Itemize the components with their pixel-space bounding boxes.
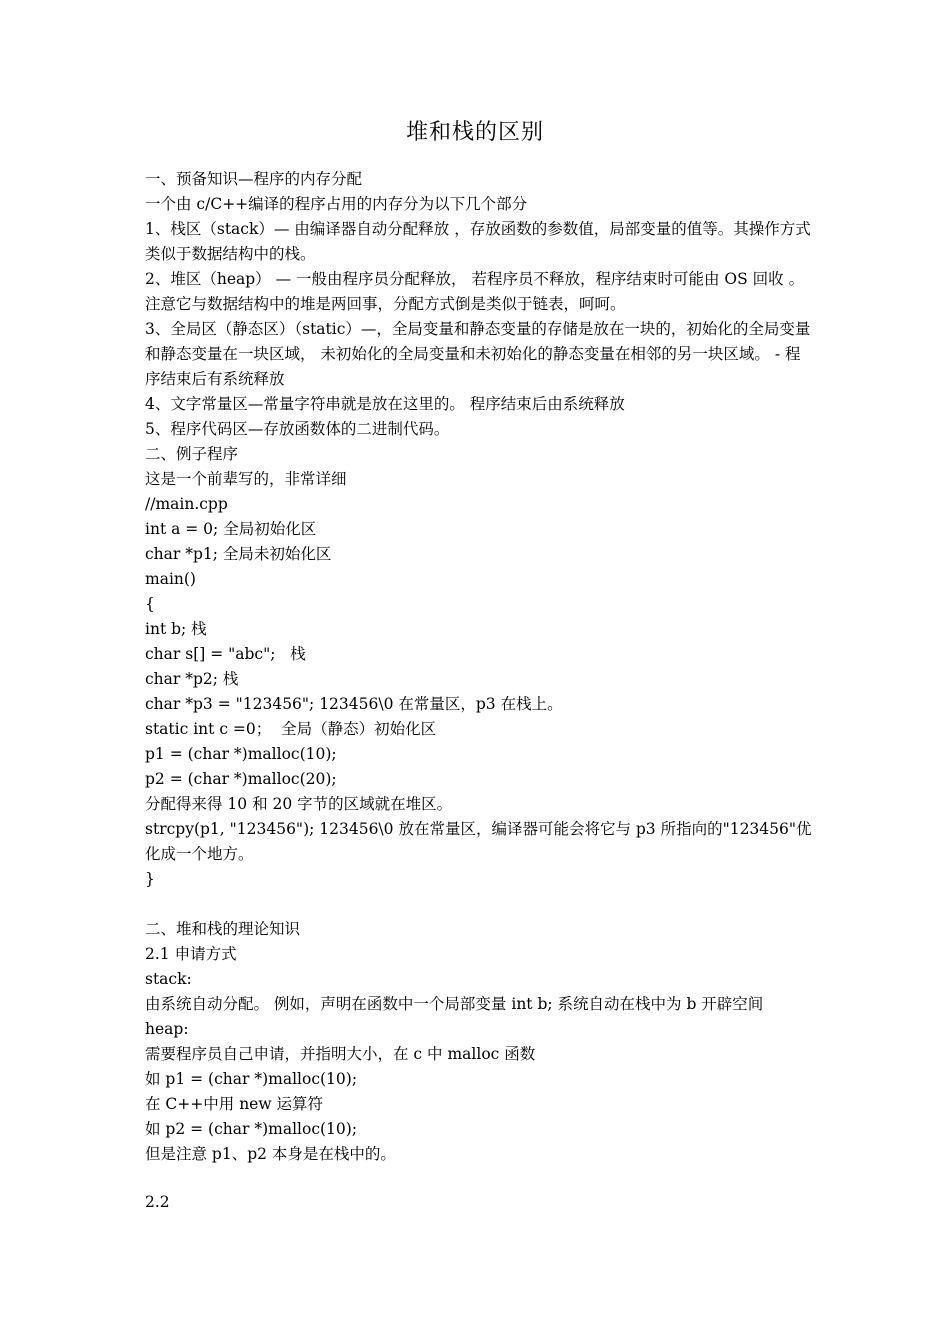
section-heading: 二、堆和栈的理论知识: [145, 920, 301, 938]
paragraph: 但是注意 p1、p2 本身是在栈中的。: [145, 1145, 396, 1163]
paragraph: 需要程序员自己申请，并指明大小，在 c 中 malloc 函数: [145, 1045, 536, 1063]
section-heading: 一、预备知识—程序的内存分配: [145, 170, 363, 188]
code-line: {: [145, 595, 155, 613]
code-line: strcpy(p1, "123456"); 123456\0 放在常量区，编译器可能会将它与 p3 所指向的"123456"优化成一个地方。: [145, 820, 812, 863]
code-line: p1 = (char *)malloc(10);: [145, 745, 337, 763]
paragraph: 分配得来得 10 和 20 字节的区域就在堆区。: [145, 795, 453, 813]
list-item: 2、堆区（heap） — 一般由程序员分配释放， 若程序员不释放，程序结束时可能由 OS 回收 。注意它与数据结构中的堆是两回事，分配方式倒是类似于链表，呵呵。: [145, 270, 805, 313]
paragraph: heap:: [145, 1020, 189, 1038]
document-title: 堆和栈的区别: [405, 120, 544, 145]
list-item: 3、全局区（静态区）（static）—，全局变量和静态变量的存储是放在一块的，初始化的全局变量和静态变量在一块区域， 未初始化的全局变量和未初始化的静态变量在相邻的另一块区域。 - 程序结束后有系统释放: [145, 320, 811, 388]
paragraph: stack:: [145, 970, 192, 988]
code-line: p2 = (char *)malloc(20);: [145, 770, 337, 788]
list-item: 1、栈区（stack）— 由编译器自动分配释放 ，存放函数的参数值，局部变量的值等。其操作方式类似于数据结构中的栈。: [145, 220, 811, 263]
paragraph: 如 p2 = (char *)malloc(10);: [145, 1120, 358, 1138]
code-line: char s[] = "abc"; 栈: [145, 645, 306, 663]
code-line: int a = 0; 全局初始化区: [145, 520, 317, 538]
blank-line: [145, 892, 815, 917]
paragraph: 一个由 c/C++编译的程序占用的内存分为以下几个部分: [145, 195, 528, 213]
code-line: char *p1; 全局未初始化区: [145, 545, 332, 563]
paragraph: 由系统自动分配。 例如，声明在函数中一个局部变量 int b; 系统自动在栈中为 b 开辟空间: [145, 995, 764, 1013]
code-line: char *p3 = "123456"; 123456\0 在常量区，p3 在栈上。: [145, 695, 563, 713]
paragraph: 这是一个前辈写的，非常详细: [145, 470, 347, 488]
code-line: char *p2; 栈: [145, 670, 239, 688]
section-heading: 二、例子程序: [145, 445, 239, 463]
subsection-heading: 2.2: [145, 1193, 170, 1211]
document-body: [145, 167, 815, 1215]
code-line: int b; 栈: [145, 620, 207, 638]
paragraph: 在 C++中用 new 运算符: [145, 1095, 324, 1113]
blank-line: [145, 1167, 815, 1190]
list-item: 4、文字常量区—常量字符串就是放在这里的。 程序结束后由系统释放: [145, 395, 625, 413]
code-line: //main.cpp: [145, 495, 228, 513]
code-line: }: [145, 870, 155, 888]
list-item: 5、程序代码区—存放函数体的二进制代码。: [145, 420, 450, 438]
paragraph: 如 p1 = (char *)malloc(10);: [145, 1070, 358, 1088]
code-line: main(): [145, 570, 196, 588]
code-line: static int c =0； 全局（静态）初始化区: [145, 720, 437, 738]
subsection-heading: 2.1 申请方式: [145, 945, 237, 963]
